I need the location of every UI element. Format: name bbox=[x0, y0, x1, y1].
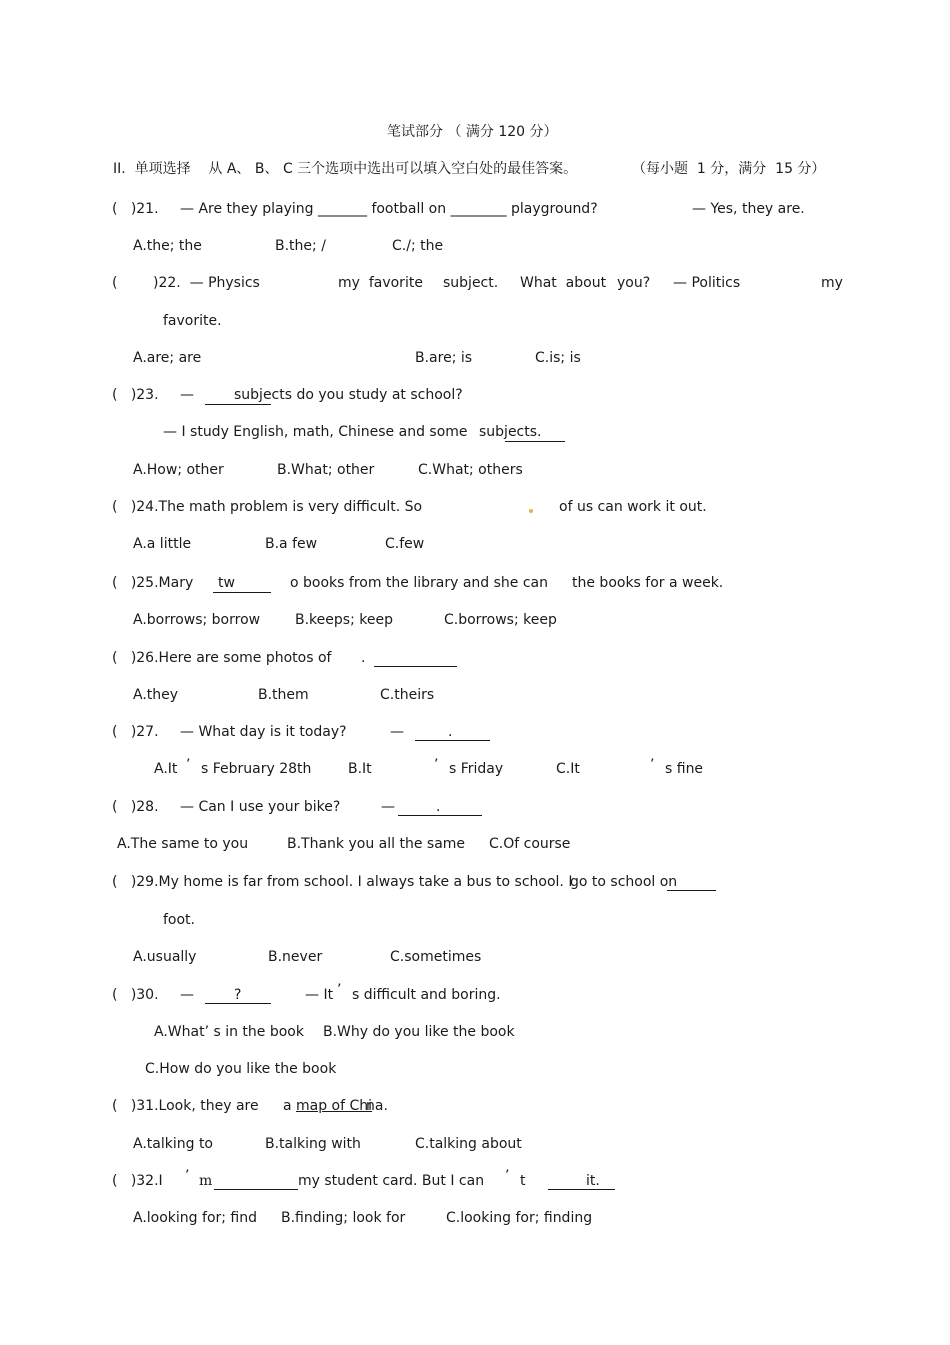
q26-stem: ( )26.Here are some photos of bbox=[112, 650, 332, 666]
q26-dot: . bbox=[361, 650, 366, 666]
q29-continuation: foot. bbox=[163, 912, 195, 928]
q28-stem: ( )28. bbox=[112, 799, 159, 815]
q27-option-b-1: B.It bbox=[348, 761, 372, 777]
q30-question-mark: ? bbox=[234, 987, 242, 1003]
q24-end: of us can work it out. bbox=[559, 499, 707, 515]
q31-stem: ( )31.Look, they are bbox=[112, 1098, 259, 1114]
q30-dash: — bbox=[180, 987, 194, 1003]
section-heading: II. 单项选择 从 A、 B、 C 三个选项中选出可以填入空白处的最佳答案。 bbox=[113, 161, 578, 177]
q29-end: go to school on bbox=[570, 874, 678, 890]
q27-option-c-1: C.It bbox=[556, 761, 580, 777]
q29-option-b: B.never bbox=[268, 949, 323, 965]
q29-blank-line bbox=[667, 890, 716, 891]
q26-blank-line bbox=[374, 666, 457, 667]
q24-stem: ( )24.The math problem is very difficult. So bbox=[112, 499, 423, 515]
q28-question: — Can I use your bike? bbox=[180, 799, 341, 815]
q30-option-a: A.What’ s in the book bbox=[154, 1024, 304, 1040]
q25-option-a: A.borrows; borrow bbox=[133, 612, 261, 628]
q25-blank-line bbox=[213, 592, 271, 593]
q30-option-b: B.Why do you like the book bbox=[323, 1024, 515, 1040]
page-title: 笔试部分 （ 满分 120 分） bbox=[387, 124, 558, 140]
q32-option-b: B.finding; look for bbox=[281, 1210, 406, 1226]
q23-stem: ( )23. bbox=[112, 387, 159, 403]
q24-mark bbox=[529, 509, 533, 513]
q21-option-c: C./; the bbox=[392, 238, 444, 254]
q23-reply-line bbox=[505, 441, 565, 442]
q32-stem: ( )32.I bbox=[112, 1173, 163, 1189]
q32-option-c: C.looking for; finding bbox=[446, 1210, 593, 1226]
q32-blank-line-1 bbox=[214, 1189, 298, 1190]
q22-stem: )22. — Physics bbox=[153, 275, 260, 291]
q32-apostrophe: ’ bbox=[185, 1168, 190, 1184]
q28-blank-line bbox=[398, 815, 482, 816]
q24-option-a: A.a little bbox=[133, 536, 192, 552]
q22-paren: ( bbox=[112, 275, 118, 291]
q22-option-b: B.are; is bbox=[415, 350, 473, 366]
q28-reply-dash: — bbox=[381, 799, 395, 815]
q32-apostrophe-2: ’ bbox=[505, 1168, 510, 1184]
q32-it: it. bbox=[586, 1173, 600, 1189]
q23-blank-line bbox=[205, 404, 271, 405]
q27-dot: . bbox=[448, 724, 453, 740]
q25-blank: tw bbox=[218, 575, 235, 591]
q22-part6: — Politics bbox=[673, 275, 741, 291]
q27-option-b-2: ’ bbox=[434, 757, 439, 773]
q27-option-a-2: ’ bbox=[186, 757, 191, 773]
q23-option-c: C.What; others bbox=[418, 462, 523, 478]
q22-part7: my bbox=[821, 275, 843, 291]
q30-blank-line bbox=[205, 1003, 271, 1004]
q32-m: m bbox=[199, 1173, 213, 1189]
q30-stem: ( )30. bbox=[112, 987, 159, 1003]
q31-end: na. bbox=[366, 1098, 388, 1114]
q22-option-a: A.are; are bbox=[133, 350, 202, 366]
q25-stem: ( )25.Mary bbox=[112, 575, 194, 591]
q27-option-a-3: s February 28th bbox=[201, 761, 312, 777]
q27-option-a-1: A.It bbox=[154, 761, 178, 777]
q32-t: t bbox=[520, 1173, 526, 1189]
q22-part4: What about bbox=[520, 275, 607, 291]
q22-option-c: C.is; is bbox=[535, 350, 581, 366]
q27-option-b-3: s Friday bbox=[449, 761, 504, 777]
q21-option-b: B.the; / bbox=[275, 238, 326, 254]
q22-part2: my favorite bbox=[338, 275, 423, 291]
q27-question: — What day is it today? bbox=[180, 724, 347, 740]
q24-option-b: B.a few bbox=[265, 536, 318, 552]
q28-dot: . bbox=[436, 799, 441, 815]
q23-option-a: A.How; other bbox=[133, 462, 224, 478]
q24-option-c: C.few bbox=[385, 536, 425, 552]
q31-map: map of Chi bbox=[296, 1098, 373, 1114]
q26-option-b: B.them bbox=[258, 687, 309, 703]
q30-option-c: C.How do you like the book bbox=[145, 1061, 337, 1077]
q25-option-c: C.borrows; keep bbox=[444, 612, 557, 628]
q23-dash: — bbox=[180, 387, 194, 403]
q22-continuation: favorite. bbox=[163, 313, 222, 329]
q21-reply: — Yes, they are. bbox=[692, 201, 805, 217]
q28-option-c: C.Of course bbox=[489, 836, 571, 852]
q25-middle: o books from the library and she can bbox=[290, 575, 549, 591]
q31-option-c: C.talking about bbox=[415, 1136, 522, 1152]
q32-blank-line-2 bbox=[548, 1189, 615, 1190]
q21-question: — Are they playing _______ football on ________ playground? bbox=[180, 201, 598, 217]
q28-option-b: B.Thank you all the same bbox=[287, 836, 466, 852]
q25-option-b: B.keeps; keep bbox=[295, 612, 393, 628]
q29-option-a: A.usually bbox=[133, 949, 197, 965]
q32-option-a: A.looking for; find bbox=[133, 1210, 258, 1226]
q29-stem: ( )29.My home is far from school. I always take a bus to school. I bbox=[112, 874, 573, 890]
q27-option-c-3: s fine bbox=[665, 761, 704, 777]
q26-option-c: C.theirs bbox=[380, 687, 435, 703]
q27-blank-line bbox=[415, 740, 490, 741]
q21-option-a: A.the; the bbox=[133, 238, 202, 254]
q27-option-c-2: ’ bbox=[650, 757, 655, 773]
q28-option-a: A.The same to you bbox=[117, 836, 249, 852]
q26-option-a: A.they bbox=[133, 687, 179, 703]
q32-middle: my student card. But I can bbox=[298, 1173, 485, 1189]
q25-end: the books for a week. bbox=[572, 575, 724, 591]
q30-reply-2: ’ bbox=[337, 982, 342, 998]
q31-option-a: A.talking to bbox=[133, 1136, 214, 1152]
q27-stem: ( )27. bbox=[112, 724, 159, 740]
q31-article: a bbox=[283, 1098, 292, 1114]
q27-reply-dash: — bbox=[390, 724, 404, 740]
q30-reply-1: — It bbox=[305, 987, 334, 1003]
q23-question: subjects do you study at school? bbox=[234, 387, 463, 403]
q29-option-c: C.sometimes bbox=[390, 949, 482, 965]
q23-option-b: B.What; other bbox=[277, 462, 375, 478]
q22-part3: subject. bbox=[443, 275, 499, 291]
q21-stem: ( )21. bbox=[112, 201, 159, 217]
section-scoring: （每小题 1 分，满分 15 分） bbox=[632, 161, 826, 177]
q30-reply-3: s difficult and boring. bbox=[352, 987, 501, 1003]
q23-reply: — I study English, math, Chinese and some bbox=[163, 424, 468, 440]
q23-reply-blank: subjects. bbox=[479, 424, 542, 440]
q22-part5: you? bbox=[617, 275, 651, 291]
q31-option-b: B.talking with bbox=[265, 1136, 361, 1152]
